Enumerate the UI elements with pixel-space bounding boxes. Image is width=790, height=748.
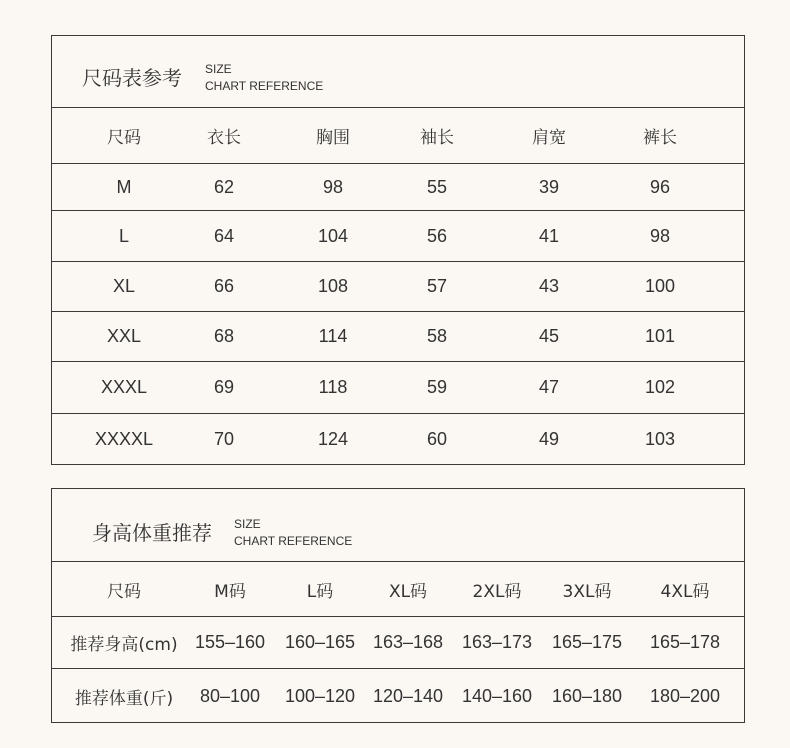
recommend-chart-header-cell: M码 — [214, 581, 246, 602]
table-cell: 101 — [644, 326, 676, 346]
size-chart-header-cell: 肩宽 — [532, 128, 566, 148]
table-cell: 118 — [318, 377, 348, 397]
size-chart-title: 尺码表参考 — [82, 66, 182, 90]
table-cell: 43 — [538, 276, 560, 296]
table-cell: XXXXL — [94, 429, 154, 449]
table-cell: 60 — [426, 429, 448, 449]
table-cell: 39 — [538, 176, 560, 197]
table-cell: 68 — [213, 326, 235, 346]
table-cell: 104 — [317, 225, 349, 246]
table-row — [52, 312, 744, 362]
recommend-chart-header-cell: L码 — [306, 581, 334, 602]
table-row — [52, 669, 744, 723]
table-cell: L — [118, 225, 130, 246]
table-cell: 108 — [317, 276, 349, 296]
recommend-chart-header-cell: 2XL码 — [472, 581, 522, 602]
table-cell: 163–173 — [461, 632, 533, 652]
recommend-chart-subtitle-line2: CHART REFERENCE — [234, 534, 353, 548]
size-chart-header-cell: 衣长 — [207, 128, 241, 148]
size-chart-subtitle-line2: CHART REFERENCE — [205, 79, 324, 93]
recommend-chart-header-cell: 尺码 — [107, 581, 141, 602]
size-chart-title-bar — [52, 36, 744, 108]
table-cell: 165–178 — [649, 632, 721, 652]
table-cell: 59 — [426, 377, 448, 397]
size-chart-header-row — [52, 108, 744, 164]
table-cell: 165–175 — [551, 632, 623, 652]
table-cell: 100 — [644, 276, 676, 296]
table-row — [52, 262, 744, 312]
table-row — [52, 211, 744, 262]
table-cell: 41 — [538, 225, 560, 246]
table-cell: 55 — [426, 176, 448, 197]
table-row — [52, 617, 744, 669]
table-cell: 180–200 — [649, 685, 721, 706]
table-cell: 163–168 — [372, 632, 444, 652]
size-chart-table — [51, 35, 745, 465]
table-cell: 160–165 — [284, 632, 356, 652]
recommend-chart-header-cell: 3XL码 — [562, 581, 612, 602]
table-cell: 66 — [213, 276, 235, 296]
size-chart-header-cell: 袖长 — [420, 128, 454, 148]
table-cell: 160–180 — [551, 685, 623, 706]
size-chart-header-cell: 胸围 — [316, 128, 350, 148]
table-cell: 98 — [649, 225, 671, 246]
table-cell: XXXL — [100, 377, 148, 397]
table-row — [52, 414, 744, 465]
table-row — [52, 362, 744, 414]
table-cell: 58 — [426, 326, 448, 346]
table-cell: 70 — [213, 429, 235, 449]
table-cell: 103 — [644, 429, 676, 449]
recommend-chart-title: 身高体重推荐 — [92, 521, 212, 545]
recommend-chart-title-bar — [52, 489, 744, 562]
table-cell: 45 — [538, 326, 560, 346]
recommend-chart-header-cell: XL码 — [388, 581, 428, 602]
table-cell: 102 — [644, 377, 676, 397]
table-cell: XXL — [106, 326, 142, 346]
table-cell: 69 — [213, 377, 235, 397]
table-cell: 62 — [213, 176, 235, 197]
table-cell: 64 — [213, 225, 235, 246]
table-cell: 47 — [538, 377, 560, 397]
table-cell: XL — [112, 276, 136, 296]
row-label-cell: 推荐身高(cm) — [70, 635, 178, 655]
table-cell: 114 — [318, 326, 348, 346]
table-row — [52, 164, 744, 211]
table-cell: 155–160 — [194, 632, 266, 652]
size-chart-header-cell: 裤长 — [643, 128, 677, 148]
table-cell: 96 — [649, 176, 671, 197]
table-cell: 100–120 — [284, 685, 356, 706]
recommend-chart-header-cell: 4XL码 — [660, 581, 710, 602]
size-chart-subtitle-line1: SIZE — [205, 62, 232, 76]
table-cell: 80–100 — [199, 685, 261, 706]
table-cell: 57 — [426, 276, 448, 296]
row-label-cell: 推荐体重(斤) — [74, 688, 174, 709]
table-cell: 56 — [426, 225, 448, 246]
table-cell: 120–140 — [372, 685, 444, 706]
table-cell: M — [116, 176, 132, 197]
recommend-chart-subtitle-line1: SIZE — [234, 517, 261, 531]
recommend-chart-table — [51, 488, 745, 723]
table-cell: 124 — [317, 429, 349, 449]
size-chart-header-cell: 尺码 — [107, 128, 141, 148]
recommend-chart-header-row — [52, 562, 744, 617]
table-cell: 98 — [322, 176, 344, 197]
table-cell: 49 — [538, 429, 560, 449]
table-cell: 140–160 — [461, 685, 533, 706]
